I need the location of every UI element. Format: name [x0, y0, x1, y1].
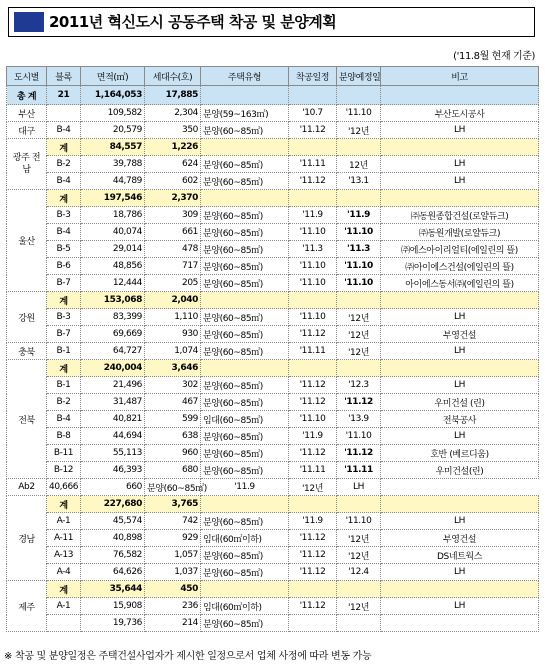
sale-date-cell: '12.4	[337, 564, 381, 581]
title-marker	[14, 12, 44, 32]
block-cell: B-3	[47, 309, 81, 326]
region-cell: 광주 전남	[7, 139, 47, 190]
table-row	[7, 598, 539, 615]
units-cell: 302	[145, 377, 201, 394]
block-cell: 계	[47, 581, 81, 598]
note-cell: 부산도시공사	[381, 105, 539, 122]
start-date-cell	[289, 581, 337, 598]
housing-type-cell: 임대(60㎡이하)	[201, 530, 289, 547]
header-cell: 면적(㎡)	[81, 67, 145, 86]
note-cell: 부영건설	[381, 530, 539, 547]
block-cell: B-4	[47, 122, 81, 139]
note-cell: DS네트웍스	[381, 547, 539, 564]
block-cell: 계	[47, 496, 81, 513]
units-cell: 930	[145, 326, 201, 343]
start-date-cell	[289, 360, 337, 377]
area-cell: 64,727	[81, 343, 145, 360]
units-cell: 602	[145, 173, 201, 190]
sale-date-cell: '11.10	[337, 224, 381, 241]
table-row	[7, 513, 539, 530]
block-cell: B-4	[47, 411, 81, 428]
note-cell: LH	[381, 122, 539, 139]
sale-date-cell: '11.10	[337, 258, 381, 275]
housing-type-cell: 분양(60~85㎡)	[201, 156, 289, 173]
note-cell: 전북공사	[381, 411, 539, 428]
note-cell: 부영건설	[381, 326, 539, 343]
area-cell: 84,557	[81, 139, 145, 156]
start-date-cell: '11.11	[289, 343, 337, 360]
subtotal-row	[7, 190, 539, 207]
total-units: 17,885	[145, 86, 201, 105]
block-cell: B-2	[47, 156, 81, 173]
sale-date-cell: '12년	[337, 326, 381, 343]
start-date-cell: '11.10	[289, 275, 337, 292]
housing-type-cell: 임대(60~85㎡)	[201, 411, 289, 428]
units-cell: 717	[145, 258, 201, 275]
footnote: ※ 착공 및 분양일정은 주택건설사업자가 제시한 일정으로서 업체 사정에 따라 변동 가능	[4, 651, 372, 662]
block-cell: 계	[47, 360, 81, 377]
block-cell: A-4	[47, 564, 81, 581]
start-date-cell: '11.12	[289, 564, 337, 581]
area-cell: 12,444	[81, 275, 145, 292]
block-cell: B-5	[47, 241, 81, 258]
start-date-cell: '10.7	[289, 105, 337, 122]
table-header-row	[7, 67, 539, 86]
note-cell: ㈜동원개발(로얄듀크)	[381, 224, 539, 241]
block-cell: B-2	[47, 394, 81, 411]
units-cell: 638	[145, 428, 201, 445]
start-date-cell: '11.12	[289, 394, 337, 411]
start-date-cell: '11.10	[289, 309, 337, 326]
housing-type-cell: 분양(60~85㎡)	[145, 479, 201, 496]
area-cell: 83,399	[81, 309, 145, 326]
area-cell: 153,068	[81, 292, 145, 309]
sale-date-cell: 12년	[337, 156, 381, 173]
sale-date-cell	[337, 615, 381, 632]
area-cell: 21,496	[81, 377, 145, 394]
header-cell: 주택유형	[201, 67, 289, 86]
sale-date-cell: '11.10	[337, 513, 381, 530]
sale-date-cell: '13.1	[337, 173, 381, 190]
subtotal-row	[7, 292, 539, 309]
start-date-cell	[289, 496, 337, 513]
housing-type-cell	[201, 139, 289, 156]
note-cell: LH	[381, 309, 539, 326]
housing-type-cell: 분양(60~85㎡)	[201, 122, 289, 139]
note-cell	[381, 292, 539, 309]
page-title: 2011년 혁신도시 공동주택 착공 및 분양계획	[49, 13, 337, 31]
title-box	[8, 7, 535, 37]
block-cell	[47, 105, 81, 122]
total-label: 총 계	[7, 86, 47, 105]
housing-type-cell: 분양(60~85㎡)	[201, 241, 289, 258]
total-block: 21	[47, 86, 81, 105]
block-cell: B-1	[47, 377, 81, 394]
area-cell: 20,579	[81, 122, 145, 139]
total-row	[7, 86, 539, 105]
area-cell: 46,393	[81, 462, 145, 479]
housing-type-cell: 분양(60~85㎡)	[201, 428, 289, 445]
sale-date-cell: '11.10	[337, 275, 381, 292]
note-cell	[381, 496, 539, 513]
area-cell: 40,821	[81, 411, 145, 428]
block-cell: B-4	[47, 173, 81, 190]
start-date-cell: '11.9	[201, 479, 289, 496]
housing-type-cell: 분양(60~85㎡)	[201, 343, 289, 360]
units-cell: 660	[81, 479, 145, 496]
sale-date-cell: '12년	[337, 598, 381, 615]
sale-date-cell: '11.12	[337, 445, 381, 462]
housing-type-cell	[201, 496, 289, 513]
block-cell: B-6	[47, 258, 81, 275]
area-cell: 40,898	[81, 530, 145, 547]
start-date-cell	[289, 292, 337, 309]
sale-date-cell	[337, 292, 381, 309]
units-cell: 661	[145, 224, 201, 241]
housing-type-cell: 분양(60~85㎡)	[201, 207, 289, 224]
block-cell: A-13	[47, 547, 81, 564]
sale-date-cell: '11.12	[337, 394, 381, 411]
area-cell: 64,626	[81, 564, 145, 581]
area-cell: 69,669	[81, 326, 145, 343]
subtotal-row	[7, 360, 539, 377]
region-cell: 전북	[7, 360, 47, 479]
note-cell: LH	[381, 598, 539, 615]
units-cell: 309	[145, 207, 201, 224]
start-date-cell: '11.12	[289, 173, 337, 190]
housing-type-cell: 분양(60~85㎡)	[201, 275, 289, 292]
block-cell: A-11	[47, 530, 81, 547]
table-row	[7, 105, 539, 122]
units-cell: 1,074	[145, 343, 201, 360]
table-row	[7, 224, 539, 241]
note-cell: 우미건설(린)	[381, 462, 539, 479]
sale-date-cell: '11.9	[337, 207, 381, 224]
block-cell: B-12	[47, 462, 81, 479]
units-cell: 2,304	[145, 105, 201, 122]
area-cell: 35,644	[81, 581, 145, 598]
sale-date-cell: '11.10	[337, 105, 381, 122]
region-cell: 부산	[7, 105, 47, 122]
sale-date-cell	[337, 581, 381, 598]
table-row	[7, 343, 539, 360]
sale-date-cell: '12년	[289, 479, 337, 496]
start-date-cell: '11.11	[289, 156, 337, 173]
table-row	[7, 207, 539, 224]
start-date-cell: '11.12	[289, 122, 337, 139]
start-date-cell: '11.10	[289, 411, 337, 428]
block-cell: B-4	[47, 224, 81, 241]
housing-type-cell: 분양(60~85㎡)	[201, 547, 289, 564]
region-cell: 강원	[7, 292, 47, 343]
sale-date-cell: '12.3	[337, 377, 381, 394]
table-row	[7, 428, 539, 445]
table-row	[7, 275, 539, 292]
units-cell: 2,040	[145, 292, 201, 309]
housing-type-cell: 분양(60~85㎡)	[201, 224, 289, 241]
sale-date-cell	[337, 190, 381, 207]
header-cell: 착공일정	[289, 67, 337, 86]
note-cell	[381, 360, 539, 377]
table-row	[7, 411, 539, 428]
block-cell: B-8	[47, 428, 81, 445]
table-row	[7, 122, 539, 139]
area-cell: 197,546	[81, 190, 145, 207]
housing-type-cell: 분양(60~85㎡)	[201, 564, 289, 581]
start-date-cell: '11.12	[289, 377, 337, 394]
units-cell: 3,765	[145, 496, 201, 513]
region-cell: 경남	[7, 496, 47, 581]
table-row	[7, 530, 539, 547]
start-date-cell	[289, 190, 337, 207]
block-cell: 계	[47, 292, 81, 309]
housing-type-cell	[201, 292, 289, 309]
block-cell: Ab2	[7, 479, 47, 496]
area-cell: 29,014	[81, 241, 145, 258]
subtotal-row	[7, 496, 539, 513]
start-date-cell: '11.3	[289, 241, 337, 258]
housing-type-cell: 분양(60~85㎡)	[201, 513, 289, 530]
units-cell: 960	[145, 445, 201, 462]
sale-date-cell: '12년	[337, 343, 381, 360]
sale-date-cell: '12년	[337, 122, 381, 139]
housing-type-cell: 분양(60~85㎡)	[201, 173, 289, 190]
subtotal-row	[7, 139, 539, 156]
area-cell: 31,487	[81, 394, 145, 411]
sale-date-cell	[337, 360, 381, 377]
area-cell: 44,789	[81, 173, 145, 190]
start-date-cell: '11.10	[289, 258, 337, 275]
subtotal-row	[7, 581, 539, 598]
note-cell	[381, 139, 539, 156]
table-row	[7, 241, 539, 258]
header-cell: 분양예정일	[337, 67, 381, 86]
housing-type-cell	[201, 190, 289, 207]
start-date-cell: '11.12	[289, 598, 337, 615]
start-date-cell: '11.10	[289, 224, 337, 241]
note-cell	[381, 615, 539, 632]
note-cell: ㈜에스아이리얼티(에일린의 뜰)	[381, 241, 539, 258]
note-cell: 아이에스동서㈜(에일린의 뜰)	[381, 275, 539, 292]
sale-date-cell: '11.3	[337, 241, 381, 258]
area-cell: 45,574	[81, 513, 145, 530]
area-cell: 19,736	[81, 615, 145, 632]
sale-date-cell	[337, 139, 381, 156]
units-cell: 742	[145, 513, 201, 530]
block-cell: B-1	[47, 343, 81, 360]
housing-type-cell: 분양(60~85㎡)	[201, 377, 289, 394]
housing-type-cell: 분양(60~85㎡)	[201, 462, 289, 479]
region-cell: 충북	[7, 343, 47, 360]
note-cell: LH	[381, 564, 539, 581]
start-date-cell: '11.9	[289, 428, 337, 445]
area-cell: 76,582	[81, 547, 145, 564]
note-cell: LH	[381, 513, 539, 530]
area-cell: 55,113	[81, 445, 145, 462]
housing-type-cell: 분양(60~85㎡)	[201, 326, 289, 343]
units-cell: 1,226	[145, 139, 201, 156]
area-cell: 109,582	[81, 105, 145, 122]
table-row	[7, 462, 539, 479]
units-cell: 214	[145, 615, 201, 632]
start-date-cell: '11.12	[289, 326, 337, 343]
block-cell: 계	[47, 139, 81, 156]
sale-date-cell: '13.9	[337, 411, 381, 428]
region-cell: 울산	[7, 190, 47, 292]
sale-date-cell: '11.11	[337, 462, 381, 479]
table-row	[7, 564, 539, 581]
units-cell: 350	[145, 122, 201, 139]
units-cell: 467	[145, 394, 201, 411]
block-cell: B-11	[47, 445, 81, 462]
table-row	[7, 394, 539, 411]
note-cell: ㈜동원종합건설(로얄듀크)	[381, 207, 539, 224]
note-cell: LH	[381, 156, 539, 173]
housing-type-cell: 분양(60~85㎡)	[201, 615, 289, 632]
sale-date-cell: '12년	[337, 547, 381, 564]
table-row	[7, 258, 539, 275]
total-area: 1,164,053	[81, 86, 145, 105]
housing-type-cell: 분양(60~85㎡)	[201, 258, 289, 275]
housing-plan-table	[6, 66, 539, 632]
table-row	[7, 326, 539, 343]
units-cell: 205	[145, 275, 201, 292]
area-cell: 48,856	[81, 258, 145, 275]
note-cell: 호반 (베르디움)	[381, 445, 539, 462]
units-cell: 1,057	[145, 547, 201, 564]
region-cell: 제주	[7, 581, 47, 632]
sale-date-cell: '12년	[337, 530, 381, 547]
units-cell: 929	[145, 530, 201, 547]
housing-type-cell	[201, 581, 289, 598]
sale-date-cell: '11.10	[337, 428, 381, 445]
table-row	[7, 615, 539, 632]
table-row	[7, 173, 539, 190]
area-cell: 44,694	[81, 428, 145, 445]
header-cell: 비고	[381, 67, 539, 86]
note-cell	[381, 581, 539, 598]
sale-date-cell: '12년	[337, 309, 381, 326]
units-cell: 3,646	[145, 360, 201, 377]
start-date-cell: '11.9	[289, 513, 337, 530]
table-row	[7, 377, 539, 394]
area-cell: 240,004	[81, 360, 145, 377]
table-row	[7, 445, 539, 462]
start-date-cell	[289, 615, 337, 632]
note-cell: LH	[381, 173, 539, 190]
units-cell: 478	[145, 241, 201, 258]
table-row	[7, 309, 539, 326]
header-cell: 블록	[47, 67, 81, 86]
note-cell: LH	[381, 377, 539, 394]
housing-type-cell: 분양(60~85㎡)	[201, 445, 289, 462]
units-cell: 1,110	[145, 309, 201, 326]
area-cell: 40,074	[81, 224, 145, 241]
header-cell: 도시별	[7, 67, 47, 86]
header-cell: 세대수(호)	[145, 67, 201, 86]
start-date-cell: '11.9	[289, 207, 337, 224]
block-cell	[47, 615, 81, 632]
block-cell: A-1	[47, 513, 81, 530]
housing-type-cell: 분양(60~85㎡)	[201, 394, 289, 411]
area-cell: 18,786	[81, 207, 145, 224]
housing-type-cell: 분양(60~85㎡)	[201, 309, 289, 326]
units-cell: 599	[145, 411, 201, 428]
note-cell	[381, 190, 539, 207]
start-date-cell: '11.12	[289, 547, 337, 564]
start-date-cell: '11.12	[289, 530, 337, 547]
area-cell: 227,680	[81, 496, 145, 513]
housing-type-cell: 분양(59~163㎡)	[201, 105, 289, 122]
note-cell: LH	[381, 343, 539, 360]
units-cell: 450	[145, 581, 201, 598]
table-row	[7, 479, 539, 496]
sale-date-cell	[337, 496, 381, 513]
note-cell: LH	[381, 428, 539, 445]
start-date-cell: '11.12	[289, 445, 337, 462]
block-cell: B-3	[47, 207, 81, 224]
units-cell: 1,037	[145, 564, 201, 581]
table-row	[7, 547, 539, 564]
block-cell: 계	[47, 190, 81, 207]
units-cell: 236	[145, 598, 201, 615]
units-cell: 2,370	[145, 190, 201, 207]
table-row	[7, 156, 539, 173]
area-cell: 40,666	[47, 479, 81, 496]
region-cell: 대구	[7, 122, 47, 139]
start-date-cell	[289, 139, 337, 156]
housing-type-cell	[201, 360, 289, 377]
area-cell: 39,788	[81, 156, 145, 173]
start-date-cell: '11.11	[289, 462, 337, 479]
note-cell: LH	[337, 479, 381, 496]
date-note: ('11.8월 현재 기준)	[453, 51, 535, 62]
units-cell: 624	[145, 156, 201, 173]
block-cell: B-7	[47, 326, 81, 343]
block-cell: A-1	[47, 598, 81, 615]
note-cell: ㈜아이에스건설(에일린의 뜰)	[381, 258, 539, 275]
units-cell: 680	[145, 462, 201, 479]
area-cell: 15,908	[81, 598, 145, 615]
block-cell: B-7	[47, 275, 81, 292]
note-cell: 우미건설 (린)	[381, 394, 539, 411]
housing-type-cell: 임대(60㎡이하)	[201, 598, 289, 615]
